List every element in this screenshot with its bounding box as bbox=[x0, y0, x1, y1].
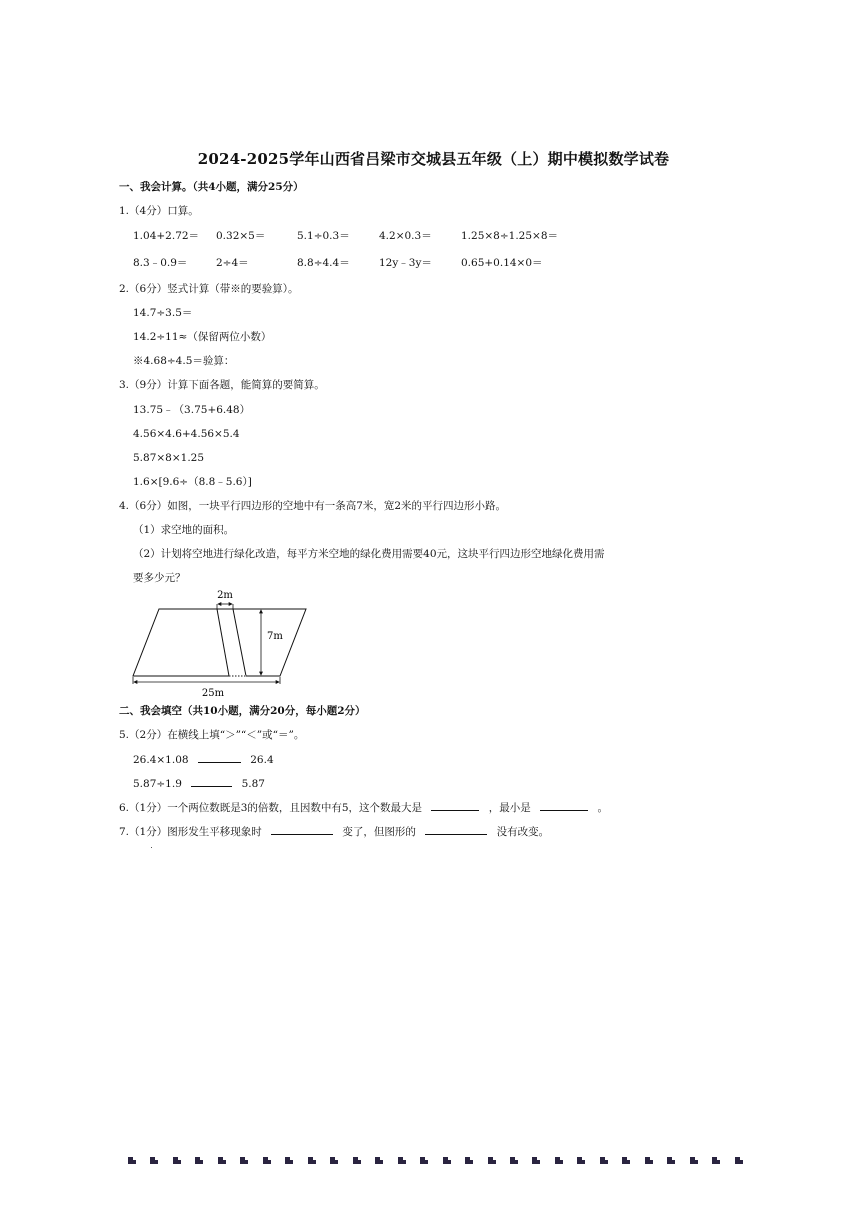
q5-stem: 5.（2分）在横线上填“＞”“＜”或“＝”。 bbox=[119, 729, 305, 741]
q1-item: 12y﹣3y＝ bbox=[379, 257, 432, 269]
q4-sub-1: （1）求空地的面积。 bbox=[133, 524, 235, 536]
q7 bbox=[119, 824, 549, 839]
q6-min-blank[interactable] bbox=[540, 800, 588, 811]
q3-stem: 3.（9分）计算下面各题，能简算的要简算。 bbox=[119, 379, 325, 391]
footer-mark bbox=[173, 1157, 181, 1164]
footer-mark bbox=[443, 1157, 451, 1164]
q1-item: 8.8÷4.4＝ bbox=[297, 257, 350, 269]
q3-item: 1.6×[9.6÷（8.8﹣5.6）] bbox=[133, 476, 252, 488]
parallelogram-figure bbox=[128, 586, 318, 702]
height-label: 7m bbox=[267, 631, 283, 642]
q7-text-3: 没有改变。 bbox=[496, 826, 550, 838]
q5-a-right: 26.4 bbox=[250, 754, 274, 766]
footer-mark bbox=[128, 1157, 136, 1164]
section-2-heading: 二、我会填空（共10小题，满分20分，每小题2分） bbox=[119, 705, 366, 717]
q1-item: 0.65+0.14×0＝ bbox=[461, 257, 543, 269]
q1-item: 1.04+2.72＝ bbox=[133, 230, 200, 242]
q3-item: 4.56×4.6+4.56×5.4 bbox=[133, 428, 240, 440]
footer-mark bbox=[577, 1157, 585, 1164]
footer-mark bbox=[150, 1157, 158, 1164]
q1-stem: 1.（4分）口算。 bbox=[119, 205, 199, 217]
section-1-heading: 一、我会计算。（共4小题，满分25分） bbox=[119, 181, 304, 193]
footer-mark bbox=[240, 1157, 248, 1164]
q6 bbox=[119, 800, 608, 815]
q3-item: 13.75﹣（3.75+6.48） bbox=[133, 404, 251, 416]
path-edge-left bbox=[217, 609, 229, 676]
q5-a-left: 26.4×1.08 bbox=[133, 754, 189, 766]
q2-item: 14.2÷11≈（保留两位小数） bbox=[133, 331, 272, 343]
q4-sub-2: （2）计划将空地进行绿化改造，每平方米空地的绿化费用需要40元，这块平行四边形空地绿化费用需 bbox=[133, 548, 605, 560]
q5-a-answer-blank[interactable] bbox=[198, 752, 241, 763]
q7-text-2: 变了，但图形的 bbox=[342, 826, 416, 838]
outer-parallelogram bbox=[133, 609, 306, 676]
page-title: 2024-2025学年山西省吕梁市交城县五年级（上）期中模拟数学试卷 bbox=[197, 150, 670, 168]
footer-mark bbox=[667, 1157, 675, 1164]
base-label: 25m bbox=[201, 688, 225, 699]
q7-text-1: 7.（1分）图形发生平移现象时 bbox=[119, 826, 262, 838]
footer-mark bbox=[375, 1157, 383, 1164]
footer-mark bbox=[353, 1157, 361, 1164]
q4-sub-2-cont: 要多少元？ bbox=[133, 572, 186, 584]
footer-mark bbox=[510, 1157, 518, 1164]
footer-mark bbox=[195, 1157, 203, 1164]
footer-mark bbox=[465, 1157, 473, 1164]
q5-item-b bbox=[133, 776, 265, 791]
footer-mark bbox=[645, 1157, 653, 1164]
stray-dot bbox=[151, 847, 152, 848]
q6-text-2: ，最小是 bbox=[488, 802, 531, 814]
footer-mark bbox=[420, 1157, 428, 1164]
q1-item: 5.1÷0.3＝ bbox=[297, 230, 350, 242]
footer-mark bbox=[308, 1157, 316, 1164]
footer-mark bbox=[622, 1157, 630, 1164]
footer-mark bbox=[600, 1157, 608, 1164]
q3-item: 5.87×8×1.25 bbox=[133, 452, 205, 464]
q6-text-1: 6.（1分）一个两位数既是3的倍数，且因数中有5，这个数最大是 bbox=[119, 802, 423, 814]
q5-item-a bbox=[133, 752, 274, 767]
q1-item: 4.2×0.3＝ bbox=[379, 230, 432, 242]
q4-stem: 4.（6分）如图，一块平行四边形的空地中有一条高7米，宽2米的平行四边形小路。 bbox=[119, 500, 507, 512]
q2-item: ※4.68÷4.5＝验算： bbox=[133, 355, 235, 367]
q7-blank-1[interactable] bbox=[271, 824, 333, 835]
q7-blank-2[interactable] bbox=[425, 824, 487, 835]
path-edge-right bbox=[233, 609, 246, 676]
footer-mark bbox=[285, 1157, 293, 1164]
q5-b-answer-blank[interactable] bbox=[191, 776, 232, 787]
q6-text-3: 。 bbox=[597, 802, 608, 814]
footer-mark bbox=[555, 1157, 563, 1164]
q1-item: 8.3﹣0.9＝ bbox=[133, 257, 188, 269]
footer-mark bbox=[488, 1157, 496, 1164]
q1-item: 2÷4＝ bbox=[216, 257, 249, 269]
footer-mark bbox=[218, 1157, 226, 1164]
footer-mark bbox=[330, 1157, 338, 1164]
q5-b-right: 5.87 bbox=[241, 778, 265, 790]
footer-decoration bbox=[128, 1155, 743, 1165]
q6-max-blank[interactable] bbox=[431, 800, 479, 811]
width-label: 2m bbox=[217, 590, 233, 601]
q1-item: 1.25×8÷1.25×8＝ bbox=[461, 230, 559, 242]
q5-b-left: 5.87÷1.9 bbox=[133, 778, 182, 790]
footer-mark bbox=[712, 1157, 720, 1164]
footer-mark bbox=[532, 1157, 540, 1164]
q2-stem: 2.（6分）竖式计算（带※的要验算）。 bbox=[119, 283, 299, 295]
q1-item: 0.32×5＝ bbox=[216, 230, 266, 242]
footer-mark bbox=[398, 1157, 406, 1164]
footer-mark bbox=[735, 1157, 743, 1164]
footer-mark bbox=[263, 1157, 271, 1164]
q2-item: 14.7÷3.5＝ bbox=[133, 307, 193, 319]
footer-mark bbox=[690, 1157, 698, 1164]
